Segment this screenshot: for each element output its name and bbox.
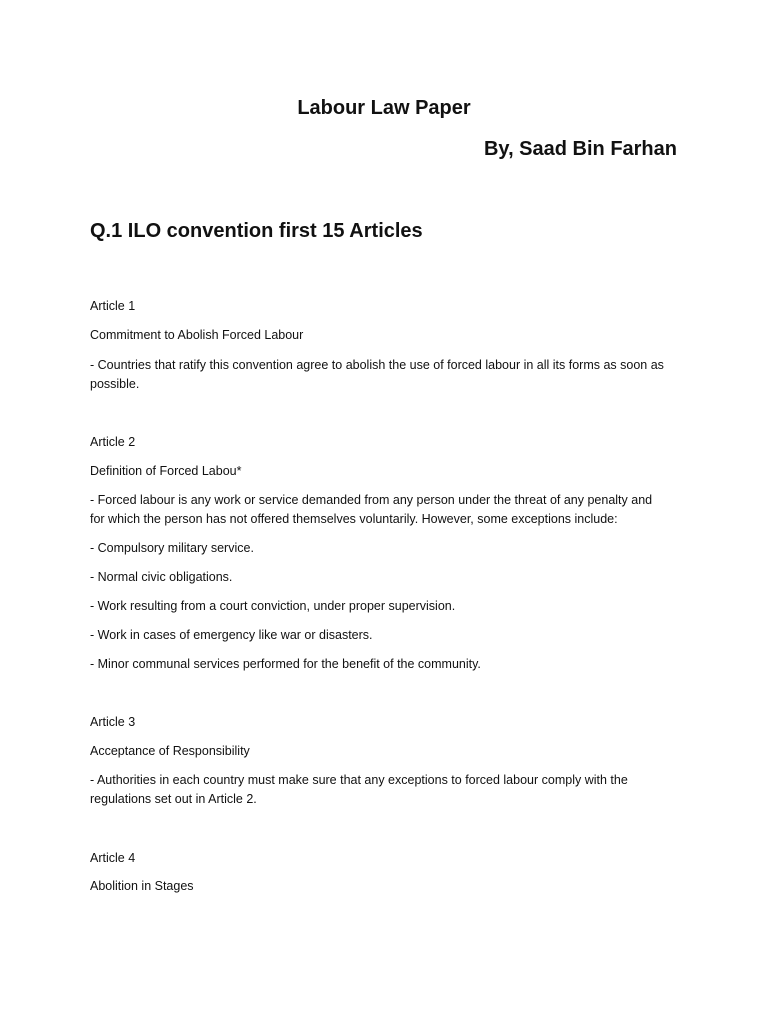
article-3-heading: Article 3	[90, 715, 136, 729]
article-4-heading: Article 4	[90, 851, 136, 865]
question-heading: Q.1 ILO convention first 15 Articles	[90, 220, 423, 242]
article-2-exception: - Minor communal services performed for the benefit of the community.	[90, 657, 481, 671]
article-4-subheading: Abolition in Stages	[90, 879, 194, 893]
article-1-heading: Article 1	[90, 299, 136, 313]
article-2-exception: - Compulsory military service.	[90, 541, 254, 555]
document-title: Labour Law Paper	[297, 97, 471, 119]
article-1-subheading: Commitment to Abolish Forced Labour	[90, 328, 304, 342]
article-3-text-line-2: regulations set out in Article 2.	[90, 792, 257, 806]
article-2-exception: - Normal civic obligations.	[90, 570, 233, 584]
article-2-text-line-1: - Forced labour is any work or service demanded from any person under the threat of any penalty and	[90, 493, 653, 507]
article-1-text-line-1: - Countries that ratify this convention agree to abolish the use of forced labour in all its forms as soon as	[90, 358, 664, 372]
article-2-exception: - Work resulting from a court conviction, under proper supervision.	[90, 599, 456, 613]
article-2-exception: - Work in cases of emergency like war or disasters.	[90, 628, 373, 642]
article-2-subheading: Definition of Forced Labou*	[90, 464, 242, 478]
article-2-text-line-2: for which the person has not offered themselves voluntarily. However, some exceptions include:	[90, 512, 618, 526]
article-2-heading: Article 2	[90, 435, 136, 449]
document-author: By, Saad Bin Farhan	[483, 138, 677, 160]
article-3-subheading: Acceptance of Responsibility	[90, 744, 250, 758]
article-1-text-line-2: possible.	[90, 377, 140, 391]
article-3-text-line-1: - Authorities in each country must make sure that any exceptions to forced labour comply with the	[90, 773, 628, 787]
